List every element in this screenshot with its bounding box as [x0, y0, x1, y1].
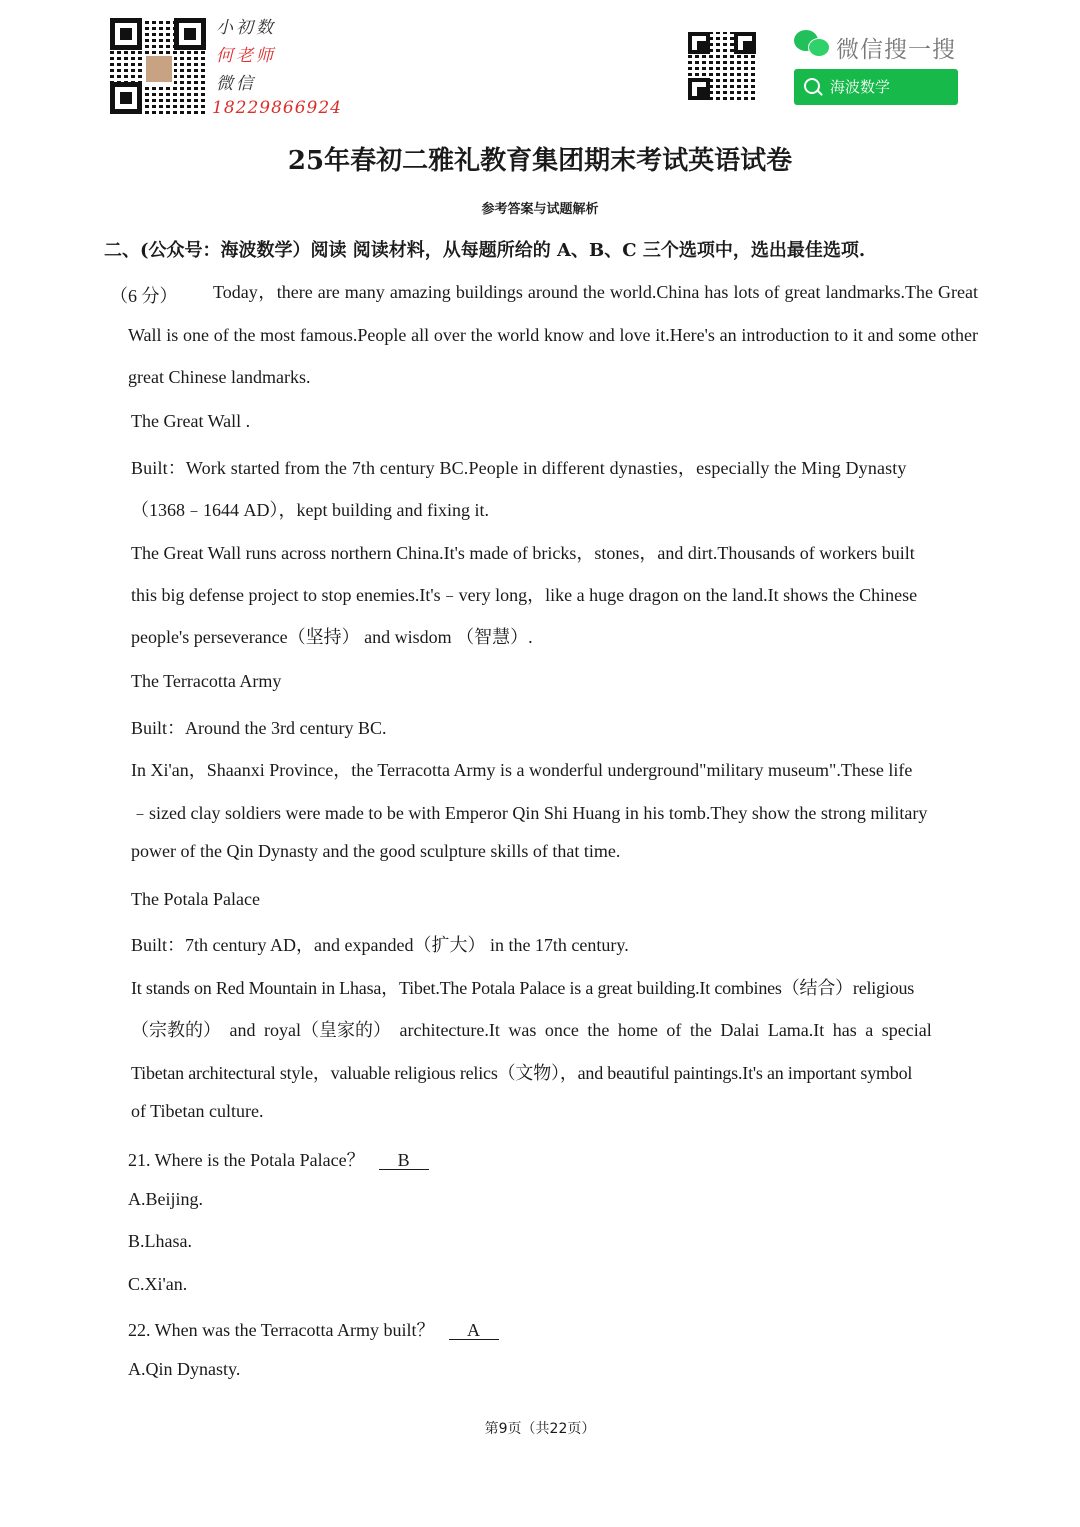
contact-line-1: 小初数 — [216, 18, 276, 38]
landmark-desc-line: It stands on Red Mountain in Lhasa，Tibet.The Potala Palace is a great building.It combines（结合）religious — [131, 978, 915, 998]
landmark-desc-line: In Xi'an，Shaanxi Province，the Terracotta Army is a wonderful underground"military museum".These life — [131, 760, 913, 780]
landmark-name: The Great Wall . — [131, 411, 251, 431]
landmark-desc-line: （宗教的） and royal（皇家的） architecture.It was once the home of the Dalai Lama.It has a special — [131, 1020, 932, 1040]
answer-blank: B — [379, 1151, 429, 1170]
question-option: C.Xi'an. — [128, 1274, 188, 1294]
wechat-search-bar[interactable] — [794, 69, 958, 105]
landmark-name: The Potala Palace — [131, 889, 260, 909]
contact-line-3: 微信 — [216, 74, 256, 94]
landmark-desc-line: The Great Wall runs across northern China.It's made of bricks，stones，and dirt.Thousands of workers built — [131, 543, 915, 563]
landmark-built: Built：Around the 3rd century BC. — [131, 718, 387, 738]
question-option: A.Beijing. — [128, 1189, 203, 1209]
landmark-desc-line: people's perseverance（坚持） and wisdom （智慧）. — [131, 627, 533, 647]
page-subtitle: 参考答案与试题解析 — [481, 202, 599, 217]
landmark-desc-line: ﹣sized clay soldiers were made to be with Emperor Qin Shi Huang in his tomb.They show the strong military — [131, 803, 928, 823]
contact-line-2: 何老师 — [216, 46, 276, 66]
question-stem: 22. When was the Terracotta Army built？ A — [128, 1316, 499, 1342]
answer-blank: A — [449, 1321, 499, 1340]
intro-paragraph: Today，there are many amazing buildings around the world.China has lots of great landmarks.The Great Wall is one of the most famous.People all over the world know and love it.Here's an introduction to it and some other great Chinese landmarks. — [128, 282, 978, 387]
qr-finder-icon — [688, 32, 710, 54]
qr-finder-icon — [174, 18, 206, 50]
wechat-search-query: 海波数学 — [830, 78, 891, 96]
landmark-name: The Terracotta Army — [131, 671, 282, 691]
landmark-built: Built：Work started from the 7th century BC.People in different dynasties，especially the Ming Dynasty — [131, 458, 907, 478]
page-title: 25年春初二雅礼教育集团期末考试英语试卷 — [287, 146, 793, 176]
qr-finder-icon — [688, 78, 710, 100]
score-label: （6 分） — [110, 286, 178, 306]
landmark-desc-line: power of the Qin Dynasty and the good sculpture skills of that time. — [131, 841, 621, 861]
search-icon — [804, 78, 820, 94]
question-option: A.Qin Dynasty. — [128, 1359, 241, 1379]
avatar — [144, 54, 174, 84]
wechat-search-title: 微信搜一搜 — [836, 37, 956, 63]
contact-qr-code — [110, 18, 206, 114]
contact-phone: 18229866924 — [212, 98, 342, 118]
question-option: B.Lhasa. — [128, 1231, 192, 1251]
landmark-desc-line: of Tibetan culture. — [131, 1101, 264, 1121]
qr-finder-icon — [110, 18, 142, 50]
qr-finder-icon — [734, 32, 756, 54]
landmark-built-cont: （1368﹣1644 AD），kept building and fixing it. — [131, 500, 489, 520]
landmark-desc-line: this big defense project to stop enemies.It's﹣very long，like a huge dragon on the land.It shows the Chinese — [131, 585, 918, 605]
landmark-built: Built：7th century AD，and expanded（扩大） in the 17th century. — [131, 935, 629, 955]
section-heading: 二、(公众号：海波数学）阅读 阅读材料，从每题所给的 A、B、C 三个选项中，选出最佳选项. — [104, 240, 866, 261]
question-stem: 21. Where is the Potala Palace？ B — [128, 1146, 429, 1172]
landmark-desc-line: Tibetan architectural style，valuable religious relics（文物），and beautiful paintings.It's an important symbol — [131, 1063, 913, 1083]
wechat-qr-code — [688, 32, 756, 100]
qr-finder-icon — [110, 82, 142, 114]
page-number: 第9页（共22页） — [484, 1421, 596, 1437]
